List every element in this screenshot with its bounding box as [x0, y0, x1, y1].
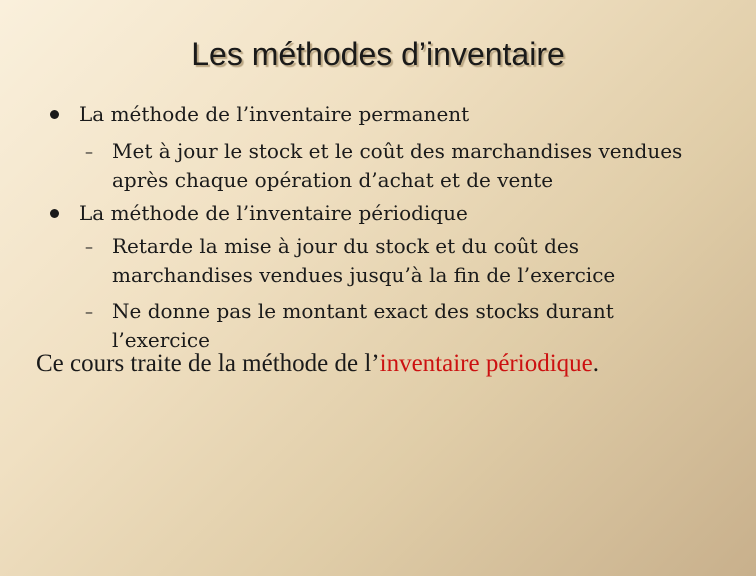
bullet-dot-icon [50, 110, 59, 119]
conclusion-prefix: Ce cours traite de la méthode de l’ [36, 350, 380, 377]
dash-bullet-icon: – [85, 237, 93, 256]
sub-bullet-text: Retarde la mise à jour du stock et du coût des marchandises vendues jusqu’à la fin de l’exercice [112, 234, 616, 287]
slide-title: Les méthodes d’inventaire [191, 36, 565, 72]
bullet-dot-icon [50, 209, 59, 218]
bullet-text: La méthode de l’inventaire permanent [79, 102, 470, 126]
conclusion-line [36, 348, 736, 380]
bullet-text: La méthode de l’inventaire périodique [79, 201, 468, 225]
conclusion-highlight: inventaire périodique [379, 350, 593, 377]
conclusion-suffix: . [592, 350, 599, 377]
dash-bullet-icon: – [85, 142, 93, 161]
dash-bullet-icon: – [85, 302, 93, 321]
sub-bullet-text: Met à jour le stock et le coût des marchandises vendues après chaque opération d’achat et de vente [112, 139, 683, 192]
sub-bullet-text: Ne donne pas le montant exact des stocks durant l’exercice [112, 299, 614, 352]
